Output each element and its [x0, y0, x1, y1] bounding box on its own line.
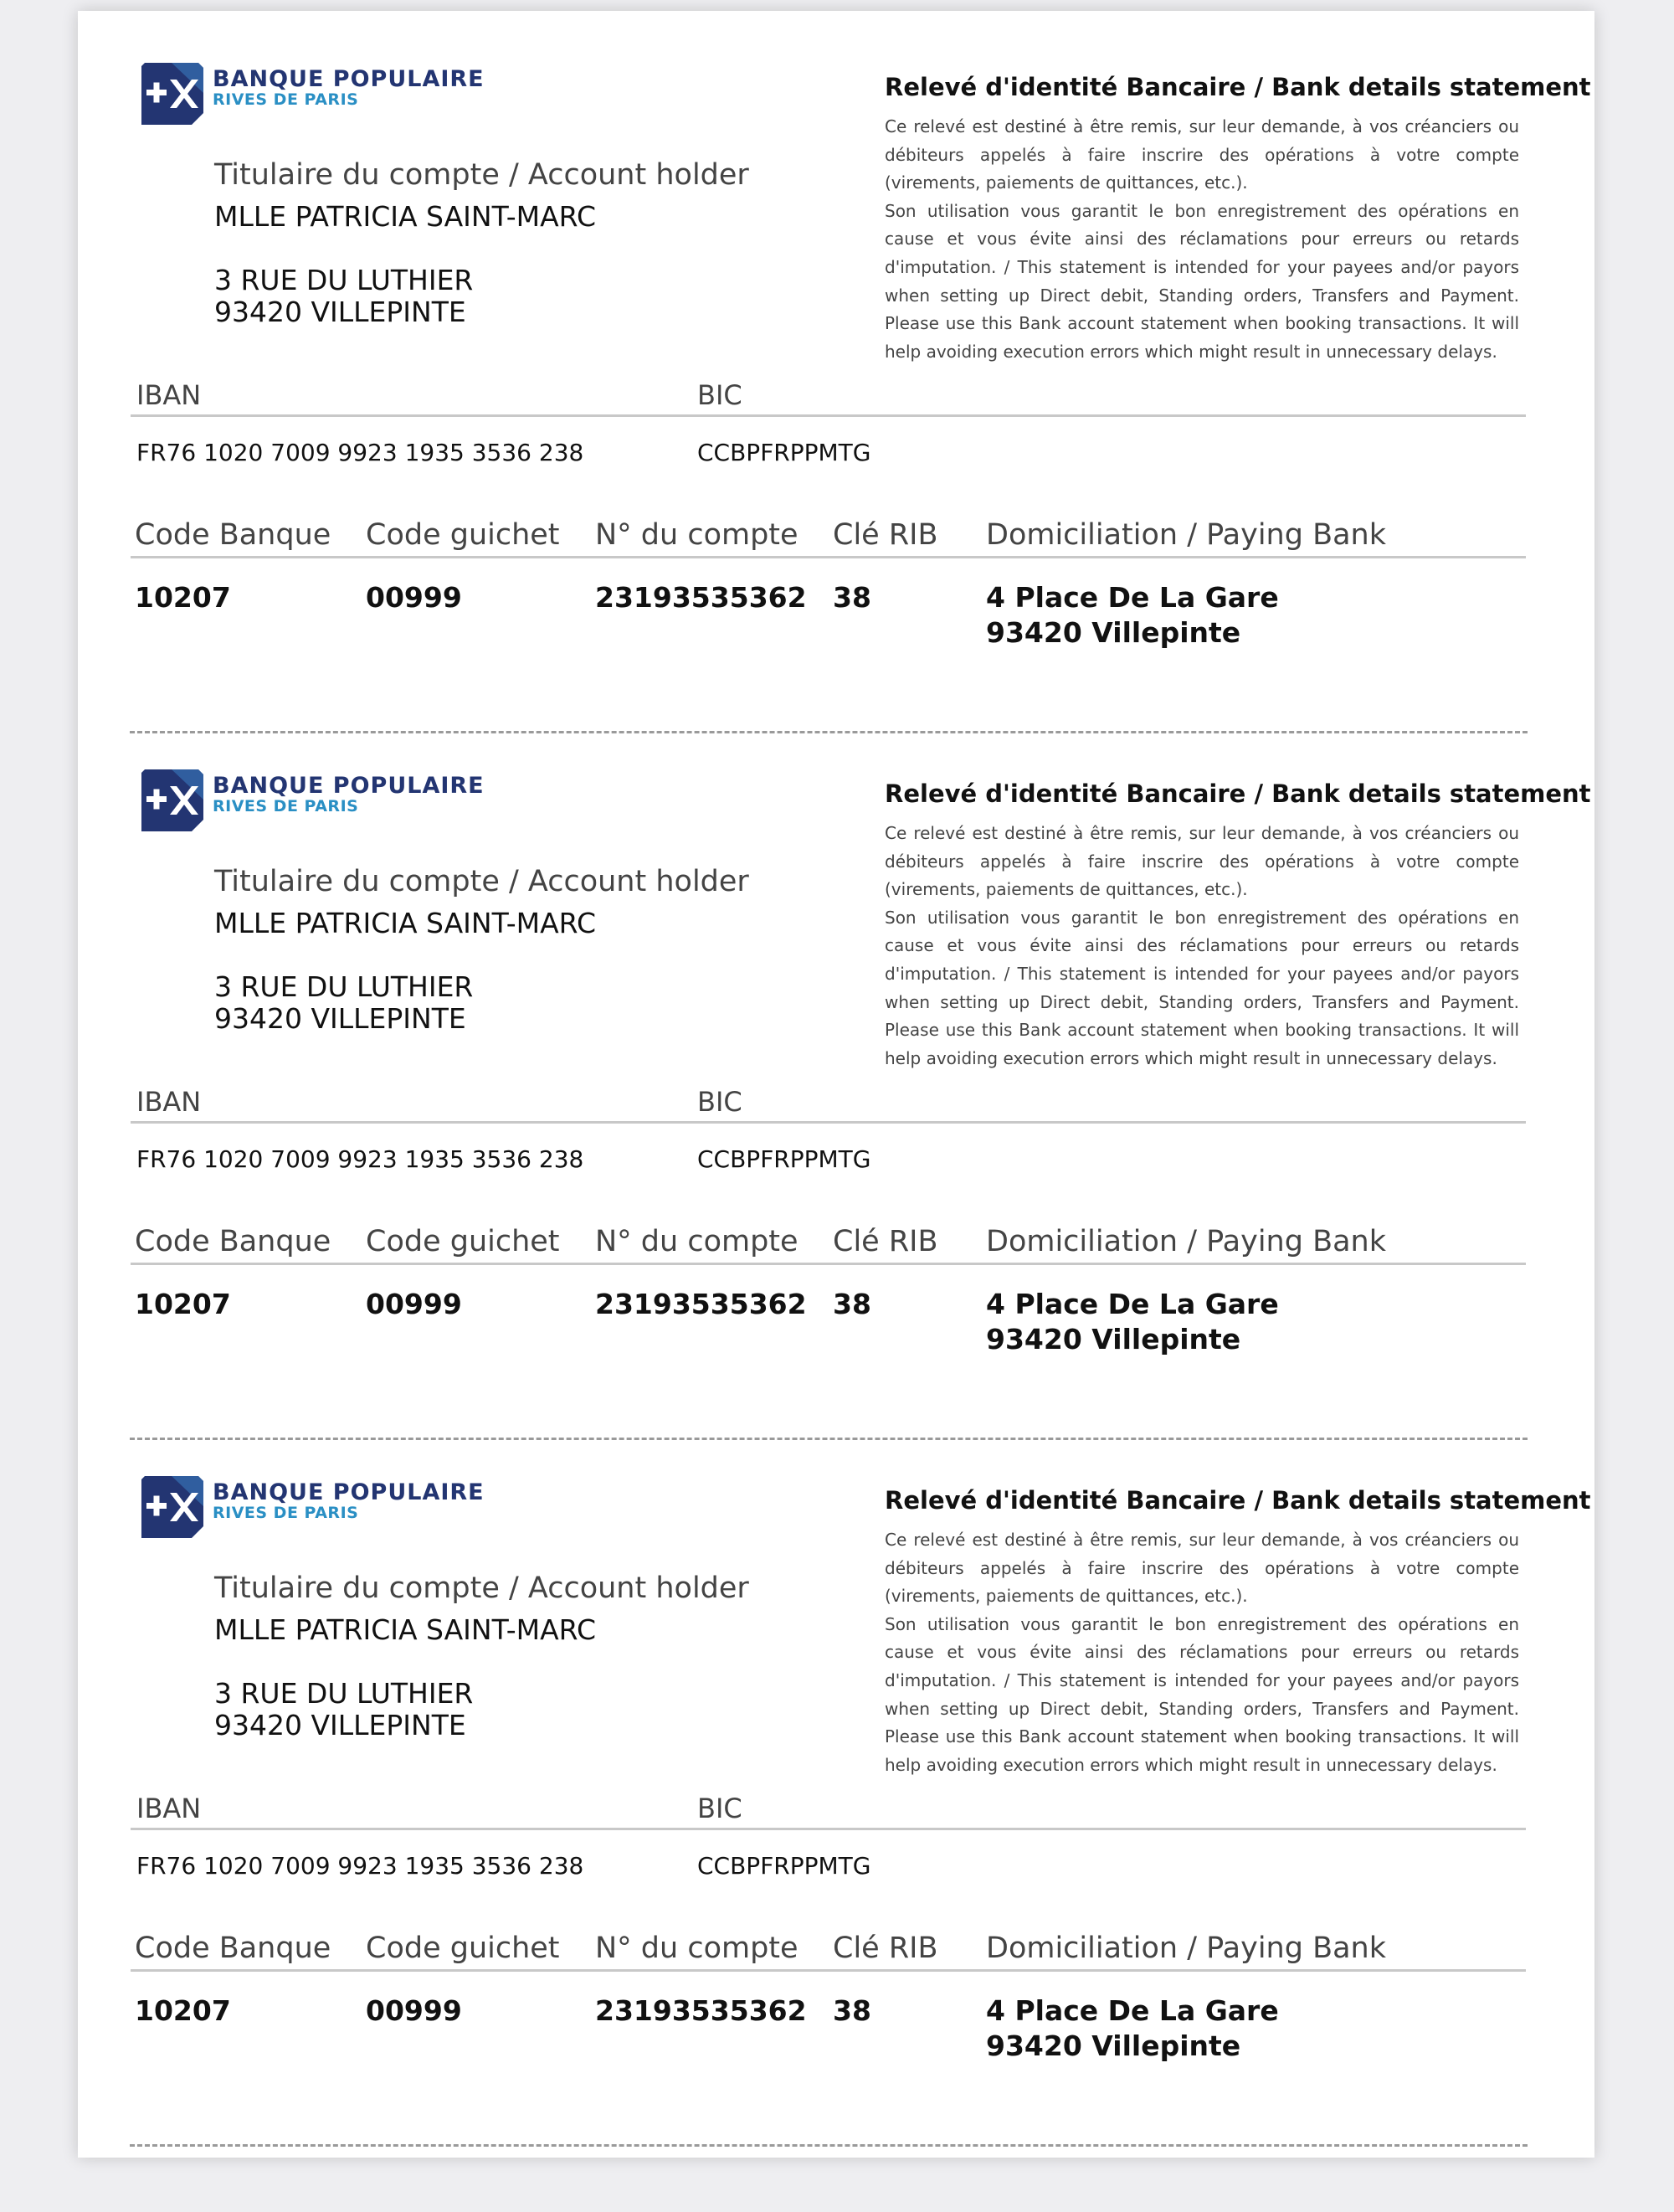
header-code-banque: Code Banque — [135, 1225, 331, 1258]
header-code-guichet: Code guichet — [366, 1225, 560, 1258]
divider — [131, 1263, 1526, 1265]
domiciliation-line-1: 4 Place De La Gare — [986, 581, 1279, 614]
statement-paragraph-2: Son utilisation vous garantit le bon enregistrement des opérations en cause et vous évite ainsi des réclamations pour erreurs ou retards d'imputation. / This statement is intended for your payees and/or payors when setting up Direct debit, Standing orders, Transfers and Payment. Please use this Bank account statement when booking transactions. It will help avoiding execution errors which might result in unnecessary delays. — [885, 1613, 1519, 1775]
account-holder-name: MLLE PATRICIA SAINT-MARC — [214, 907, 597, 939]
rib-card — [78, 718, 1594, 1424]
divider — [131, 414, 1526, 417]
address-line-1: 3 RUE DU LUTHIER — [214, 970, 474, 1003]
account-holder-name: MLLE PATRICIA SAINT-MARC — [214, 1613, 597, 1646]
statement-paragraph-1: Ce relevé est destiné à être remis, sur leur demande, à vos créanciers ou débiteurs appelés à faire inscrire des opérations à votre compte (virements, paiements de quittances, etc.). — [885, 823, 1519, 900]
address-line-1: 3 RUE DU LUTHIER — [214, 1677, 474, 1710]
header-code-banque: Code Banque — [135, 1932, 331, 1965]
numero-compte-value: 23193535362 — [595, 581, 807, 614]
cut-line — [130, 2144, 1528, 2147]
statement-description — [885, 1526, 1519, 1779]
bank-subname: RIVES DE PARIS — [213, 90, 359, 109]
cle-rib-value: 38 — [833, 581, 871, 614]
address-line-2: 93420 VILLEPINTE — [214, 1002, 466, 1035]
statement-paragraph-2: Son utilisation vous garantit le bon enregistrement des opérations en cause et vous évite ainsi des réclamations pour erreurs ou retards d'imputation. / This statement is intended for your payees and/or payors when setting up Direct debit, Standing orders, Transfers and Payment. Please use this Bank account statement when booking transactions. It will help avoiding execution errors which might result in unnecessary delays. — [885, 907, 1519, 1068]
numero-compte-value: 23193535362 — [595, 1994, 807, 2027]
address-line-2: 93420 VILLEPINTE — [214, 296, 466, 328]
banque-populaire-logo-icon — [138, 766, 205, 833]
bank-subname: RIVES DE PARIS — [213, 797, 359, 815]
code-guichet-value: 00999 — [366, 581, 462, 614]
bank-name: BANQUE POPULAIRE — [213, 773, 485, 799]
bank-subname: RIVES DE PARIS — [213, 1504, 359, 1522]
bic-label: BIC — [697, 1793, 742, 1824]
bic-label: BIC — [697, 1086, 742, 1118]
statement-title: Relevé d'identité Bancaire / Bank details statement — [885, 779, 1591, 808]
header-numero-compte: N° du compte — [595, 1225, 798, 1258]
domiciliation-line-2: 93420 Villepinte — [986, 1323, 1241, 1355]
account-holder-label: Titulaire du compte / Account holder — [214, 865, 749, 898]
cle-rib-value: 38 — [833, 1288, 871, 1320]
account-holder-label: Titulaire du compte / Account holder — [214, 1572, 749, 1605]
bic-value: CCBPFRPPMTG — [697, 1852, 871, 1880]
account-holder-name: MLLE PATRICIA SAINT-MARC — [214, 200, 597, 233]
bank-name: BANQUE POPULAIRE — [213, 66, 485, 92]
bic-value: CCBPFRPPMTG — [697, 439, 871, 466]
domiciliation-line-2: 93420 Villepinte — [986, 616, 1241, 649]
header-numero-compte: N° du compte — [595, 1932, 798, 1965]
header-code-guichet: Code guichet — [366, 518, 560, 552]
statement-title: Relevé d'identité Bancaire / Bank details statement — [885, 1486, 1591, 1515]
statement-paragraph-1: Ce relevé est destiné à être remis, sur leur demande, à vos créanciers ou débiteurs appelés à faire inscrire des opérations à votre compte (virements, paiements de quittances, etc.). — [885, 116, 1519, 193]
iban-label: IBAN — [136, 1086, 202, 1118]
address-line-1: 3 RUE DU LUTHIER — [214, 264, 474, 296]
statement-paragraph-2: Son utilisation vous garantit le bon enregistrement des opérations en cause et vous évite ainsi des réclamations pour erreurs ou retards d'imputation. / This statement is intended for your payees and/or payors when setting up Direct debit, Standing orders, Transfers and Payment. Please use this Bank account statement when booking transactions. It will help avoiding execution errors which might result in unnecessary delays. — [885, 200, 1519, 362]
iban-value: FR76 1020 7009 9923 1935 3536 238 — [136, 439, 584, 466]
address-line-2: 93420 VILLEPINTE — [214, 1709, 466, 1741]
code-banque-value: 10207 — [135, 581, 231, 614]
statement-title: Relevé d'identité Bancaire / Bank details statement — [885, 73, 1591, 101]
statement-description — [885, 820, 1519, 1073]
iban-label: IBAN — [136, 1793, 202, 1824]
code-banque-value: 10207 — [135, 1994, 231, 2027]
header-cle-rib: Clé RIB — [833, 1225, 938, 1258]
code-banque-value: 10207 — [135, 1288, 231, 1320]
header-domiciliation: Domiciliation / Paying Bank — [986, 1225, 1386, 1258]
divider — [131, 556, 1526, 558]
iban-label: IBAN — [136, 379, 202, 411]
bic-value: CCBPFRPPMTG — [697, 1145, 871, 1173]
header-cle-rib: Clé RIB — [833, 518, 938, 552]
statement-paragraph-1: Ce relevé est destiné à être remis, sur leur demande, à vos créanciers ou débiteurs appelés à faire inscrire des opérations à votre compte (virements, paiements de quittances, etc.). — [885, 1530, 1519, 1607]
header-cle-rib: Clé RIB — [833, 1932, 938, 1965]
header-numero-compte: N° du compte — [595, 518, 798, 552]
header-code-banque: Code Banque — [135, 518, 331, 552]
account-holder-label: Titulaire du compte / Account holder — [214, 158, 749, 192]
banque-populaire-logo-icon — [138, 59, 205, 126]
bic-label: BIC — [697, 379, 742, 411]
domiciliation-line-1: 4 Place De La Gare — [986, 1288, 1279, 1320]
header-code-guichet: Code guichet — [366, 1932, 560, 1965]
header-domiciliation: Domiciliation / Paying Bank — [986, 1932, 1386, 1965]
domiciliation-line-1: 4 Place De La Gare — [986, 1994, 1279, 2027]
rib-card — [78, 1424, 1594, 2131]
bank-name: BANQUE POPULAIRE — [213, 1479, 485, 1505]
divider — [131, 1969, 1526, 1972]
divider — [131, 1828, 1526, 1830]
iban-value: FR76 1020 7009 9923 1935 3536 238 — [136, 1145, 584, 1173]
domiciliation-line-2: 93420 Villepinte — [986, 2029, 1241, 2062]
banque-populaire-logo-icon — [138, 1473, 205, 1540]
iban-value: FR76 1020 7009 9923 1935 3536 238 — [136, 1852, 584, 1880]
code-guichet-value: 00999 — [366, 1994, 462, 2027]
statement-description — [885, 113, 1519, 366]
cle-rib-value: 38 — [833, 1994, 871, 2027]
numero-compte-value: 23193535362 — [595, 1288, 807, 1320]
rib-card — [78, 11, 1594, 718]
code-guichet-value: 00999 — [366, 1288, 462, 1320]
divider — [131, 1121, 1526, 1124]
document-page — [78, 11, 1594, 2158]
header-domiciliation: Domiciliation / Paying Bank — [986, 518, 1386, 552]
